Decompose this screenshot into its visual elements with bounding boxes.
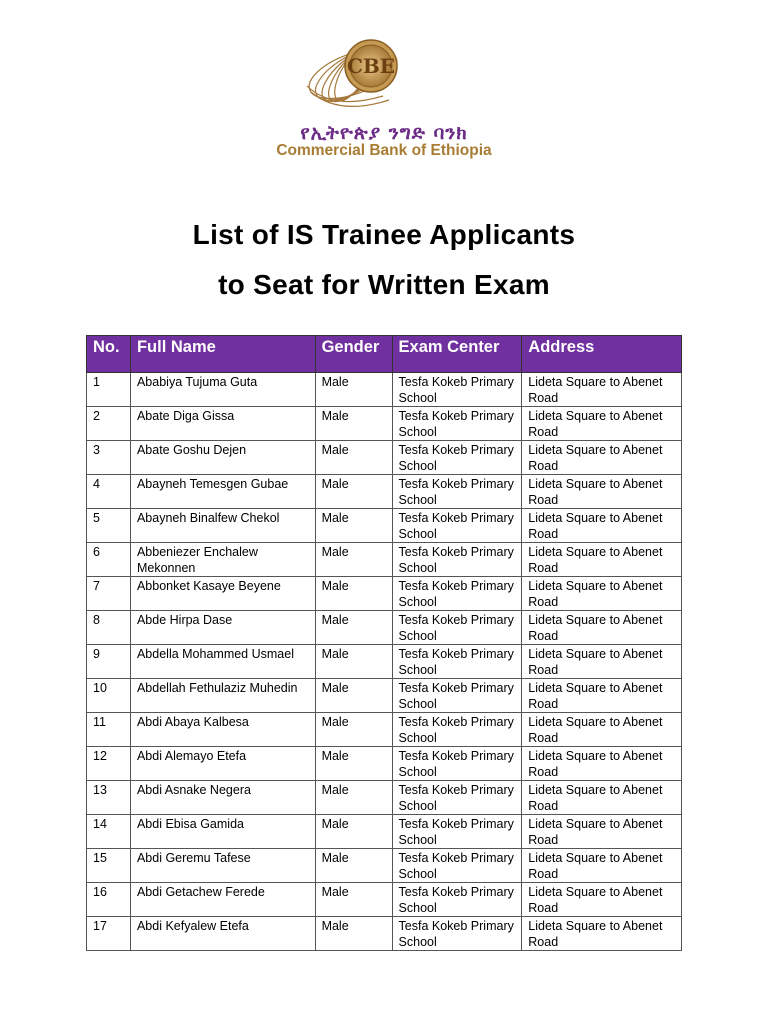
cell-full-name: Abayneh Binalfew Chekol (130, 509, 315, 543)
cell-exam-center: Tesfa Kokeb Primary School (392, 713, 522, 747)
cell-gender: Male (315, 373, 392, 407)
cell-no: 8 (87, 611, 131, 645)
cell-exam-center: Tesfa Kokeb Primary School (392, 917, 522, 951)
cell-full-name: Abdi Geremu Tafese (130, 849, 315, 883)
cell-exam-center: Tesfa Kokeb Primary School (392, 509, 522, 543)
cell-gender: Male (315, 475, 392, 509)
cell-full-name: Abate Goshu Dejen (130, 441, 315, 475)
col-header-full-name: Full Name (130, 336, 315, 373)
cell-gender: Male (315, 509, 392, 543)
cell-gender: Male (315, 577, 392, 611)
table-header-row (87, 336, 682, 373)
bank-name-amharic: የኢትዮጵያ ንግድ ባንክ (300, 122, 468, 144)
cell-exam-center: Tesfa Kokeb Primary School (392, 543, 522, 577)
cell-no: 1 (87, 373, 131, 407)
cell-gender: Male (315, 543, 392, 577)
title-line-2: to Seat for Written Exam (218, 269, 550, 300)
cell-exam-center: Tesfa Kokeb Primary School (392, 747, 522, 781)
cell-address: Lideta Square to Abenet Road (522, 679, 682, 713)
cell-address: Lideta Square to Abenet Road (522, 645, 682, 679)
cell-address: Lideta Square to Abenet Road (522, 849, 682, 883)
cell-no: 5 (87, 509, 131, 543)
cell-full-name: Abdi Asnake Negera (130, 781, 315, 815)
cell-no: 9 (87, 645, 131, 679)
cell-gender: Male (315, 407, 392, 441)
bank-name: Commercial Bank of Ethiopia (276, 142, 492, 159)
cell-exam-center: Tesfa Kokeb Primary School (392, 679, 522, 713)
table-row (87, 917, 682, 951)
table-row (87, 849, 682, 883)
title-line-1: List of IS Trainee Applicants (192, 219, 576, 250)
table-row (87, 781, 682, 815)
cell-full-name: Abde Hirpa Dase (130, 611, 315, 645)
cell-no: 12 (87, 747, 131, 781)
col-header-exam-center: Exam Center (392, 336, 522, 373)
cell-full-name: Abdi Getachew Ferede (130, 883, 315, 917)
cell-gender: Male (315, 849, 392, 883)
cell-gender: Male (315, 815, 392, 849)
cell-address: Lideta Square to Abenet Road (522, 713, 682, 747)
table-row (87, 373, 682, 407)
cell-address: Lideta Square to Abenet Road (522, 883, 682, 917)
svg-text:CBE: CBE (346, 54, 396, 78)
cell-no: 14 (87, 815, 131, 849)
cell-address: Lideta Square to Abenet Road (522, 917, 682, 951)
cell-full-name: Abate Diga Gissa (130, 407, 315, 441)
table-row (87, 543, 682, 577)
cell-address: Lideta Square to Abenet Road (522, 611, 682, 645)
col-header-address: Address (522, 336, 682, 373)
cell-no: 10 (87, 679, 131, 713)
cell-address: Lideta Square to Abenet Road (522, 373, 682, 407)
cell-gender: Male (315, 645, 392, 679)
applicants-table (86, 335, 682, 951)
cell-full-name: Abdi Ebisa Gamida (130, 815, 315, 849)
cell-no: 16 (87, 883, 131, 917)
bank-header (0, 22, 768, 162)
cell-no: 3 (87, 441, 131, 475)
cell-exam-center: Tesfa Kokeb Primary School (392, 781, 522, 815)
cell-no: 4 (87, 475, 131, 509)
cell-address: Lideta Square to Abenet Road (522, 509, 682, 543)
col-header-gender: Gender (315, 336, 392, 373)
page-title (0, 210, 768, 310)
cell-gender: Male (315, 679, 392, 713)
cell-address: Lideta Square to Abenet Road (522, 543, 682, 577)
cell-gender: Male (315, 781, 392, 815)
cell-full-name: Abdellah Fethulaziz Muhedin (130, 679, 315, 713)
cell-no: 13 (87, 781, 131, 815)
cell-gender: Male (315, 917, 392, 951)
cell-gender: Male (315, 883, 392, 917)
table-row (87, 883, 682, 917)
cell-exam-center: Tesfa Kokeb Primary School (392, 475, 522, 509)
cell-no: 7 (87, 577, 131, 611)
table-row (87, 475, 682, 509)
table-row (87, 509, 682, 543)
cell-exam-center: Tesfa Kokeb Primary School (392, 373, 522, 407)
cell-address: Lideta Square to Abenet Road (522, 815, 682, 849)
cell-exam-center: Tesfa Kokeb Primary School (392, 815, 522, 849)
table-row (87, 611, 682, 645)
table-row (87, 747, 682, 781)
cell-exam-center: Tesfa Kokeb Primary School (392, 645, 522, 679)
cell-no: 11 (87, 713, 131, 747)
cell-full-name: Abdella Mohammed Usmael (130, 645, 315, 679)
cell-no: 2 (87, 407, 131, 441)
col-header-no: No. (87, 336, 131, 373)
cell-full-name: Abbeniezer Enchalew Mekonnen (130, 543, 315, 577)
cell-address: Lideta Square to Abenet Road (522, 781, 682, 815)
cell-address: Lideta Square to Abenet Road (522, 747, 682, 781)
cell-full-name: Abdi Abaya Kalbesa (130, 713, 315, 747)
cell-no: 15 (87, 849, 131, 883)
table-row (87, 577, 682, 611)
cell-full-name: Abdi Alemayo Etefa (130, 747, 315, 781)
cell-exam-center: Tesfa Kokeb Primary School (392, 611, 522, 645)
cell-exam-center: Tesfa Kokeb Primary School (392, 407, 522, 441)
cell-address: Lideta Square to Abenet Road (522, 475, 682, 509)
cell-no: 17 (87, 917, 131, 951)
table-row (87, 645, 682, 679)
cell-address: Lideta Square to Abenet Road (522, 441, 682, 475)
cell-full-name: Abdi Kefyalew Etefa (130, 917, 315, 951)
cell-exam-center: Tesfa Kokeb Primary School (392, 883, 522, 917)
cbe-swirl-logo-icon (303, 26, 413, 116)
cell-full-name: Ababiya Tujuma Guta (130, 373, 315, 407)
cell-no: 6 (87, 543, 131, 577)
table-row (87, 679, 682, 713)
table-row (87, 407, 682, 441)
cell-exam-center: Tesfa Kokeb Primary School (392, 441, 522, 475)
table-row (87, 713, 682, 747)
cell-address: Lideta Square to Abenet Road (522, 577, 682, 611)
cell-exam-center: Tesfa Kokeb Primary School (392, 577, 522, 611)
cell-gender: Male (315, 747, 392, 781)
cell-address: Lideta Square to Abenet Road (522, 407, 682, 441)
cell-full-name: Abbonket Kasaye Beyene (130, 577, 315, 611)
cell-gender: Male (315, 611, 392, 645)
cell-full-name: Abayneh Temesgen Gubae (130, 475, 315, 509)
cell-exam-center: Tesfa Kokeb Primary School (392, 849, 522, 883)
table-row (87, 441, 682, 475)
table-row (87, 815, 682, 849)
cell-gender: Male (315, 713, 392, 747)
cell-gender: Male (315, 441, 392, 475)
